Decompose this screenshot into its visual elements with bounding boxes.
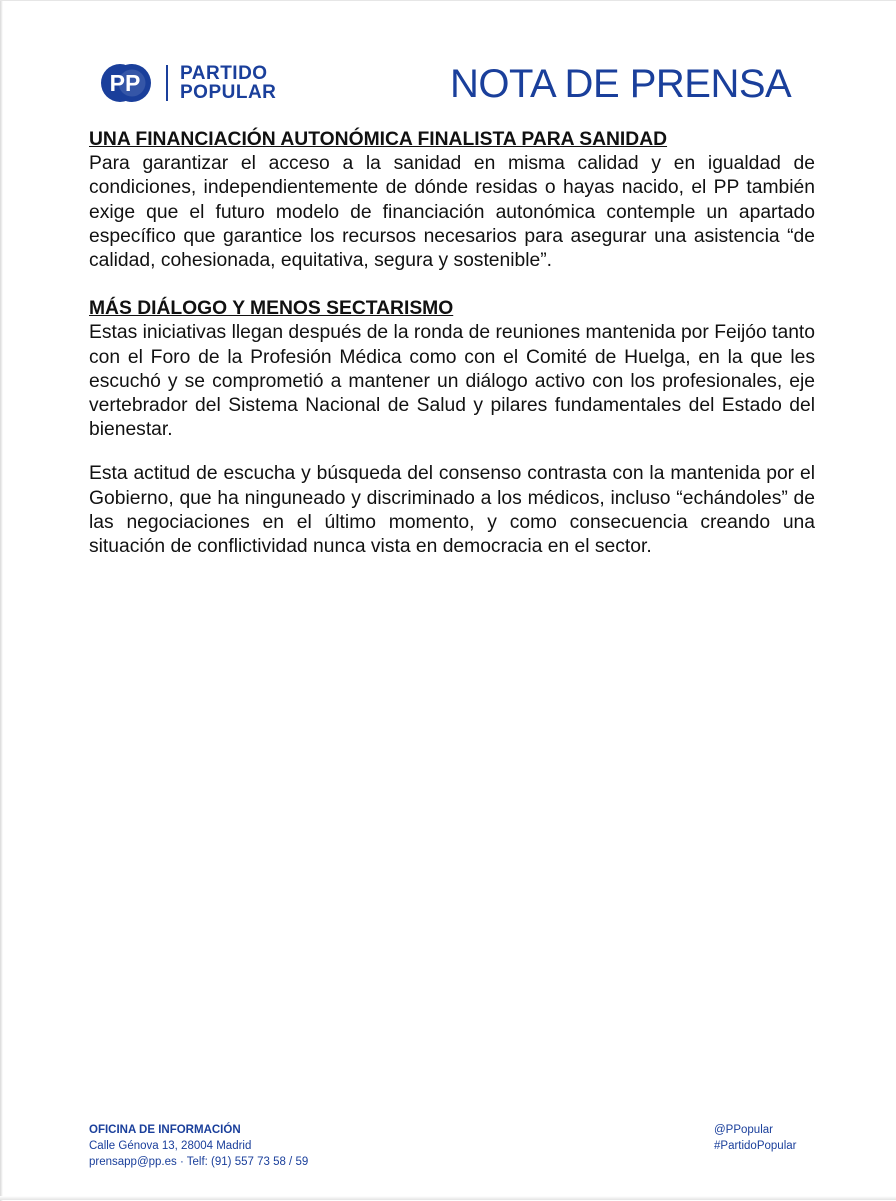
section-paragraph: Estas iniciativas llegan después de la ronda de reuniones mantenida por Feijóo tanto con el Foro de la Profesión Médica como con el Comité de Huelga, en la que les escuchó y se comprometió a mantener un diálogo activo con los profesionales, eje vertebrador del Sistema Nacional de Salud y pilares fundamentales del Estado del bienestar. bbox=[89, 322, 815, 441]
page-title: NOTA DE PRENSA bbox=[450, 62, 792, 106]
page-bottom-edge bbox=[0, 1196, 896, 1200]
footer-contact-line: prensapp@pp.es · Telf: (91) 557 73 58 / 59 bbox=[89, 1156, 309, 1168]
footer-address: Calle Génova 13, 28004 Madrid bbox=[89, 1140, 252, 1152]
page-left-edge bbox=[0, 1, 3, 1201]
section-heading: UNA FINANCIACIÓN AUTONÓMICA FINALISTA PARA SANIDAD bbox=[89, 129, 668, 150]
footer-contact bbox=[89, 1122, 308, 1170]
party-name-line-1: PARTIDO bbox=[180, 63, 268, 84]
logo-divider bbox=[166, 65, 168, 101]
section-heading: MÁS DIÁLOGO Y MENOS SECTARISMO bbox=[89, 298, 454, 320]
party-name bbox=[180, 64, 276, 102]
pp-logo-icon bbox=[98, 63, 152, 103]
party-name-line-2: POPULAR bbox=[180, 82, 277, 103]
section-paragraph: Esta actitud de escucha y búsqueda del consenso contrasta con la mantenida por el Gobierno, que ha ninguneado y discriminado a los médicos, incluso “echándoles” de las negociaciones en el último momento, y como consecuencia creando una situación de conflictividad nunca vista en democracia en el sector. bbox=[89, 463, 815, 558]
footer-twitter-handle: @PPopular bbox=[714, 1124, 773, 1136]
press-release-body bbox=[89, 128, 815, 559]
footer-hashtag: #PartidoPopular bbox=[714, 1140, 797, 1152]
footer-social bbox=[714, 1122, 796, 1154]
footer-office: OFICINA DE INFORMACIÓN bbox=[89, 1124, 241, 1136]
section-paragraph: Para garantizar el acceso a la sanidad en misma calidad y en igualdad de condiciones, independientemente de dónde residas o hayas nacido, el PP también exige que el futuro modelo de financiación autonómica contemple un apartado específico que garantice los recursos necesarios para asegurar una asistencia “de calidad, cohesionada, equitativa, segura y sostenible”. bbox=[89, 153, 815, 272]
logo-text: PP bbox=[109, 70, 141, 96]
